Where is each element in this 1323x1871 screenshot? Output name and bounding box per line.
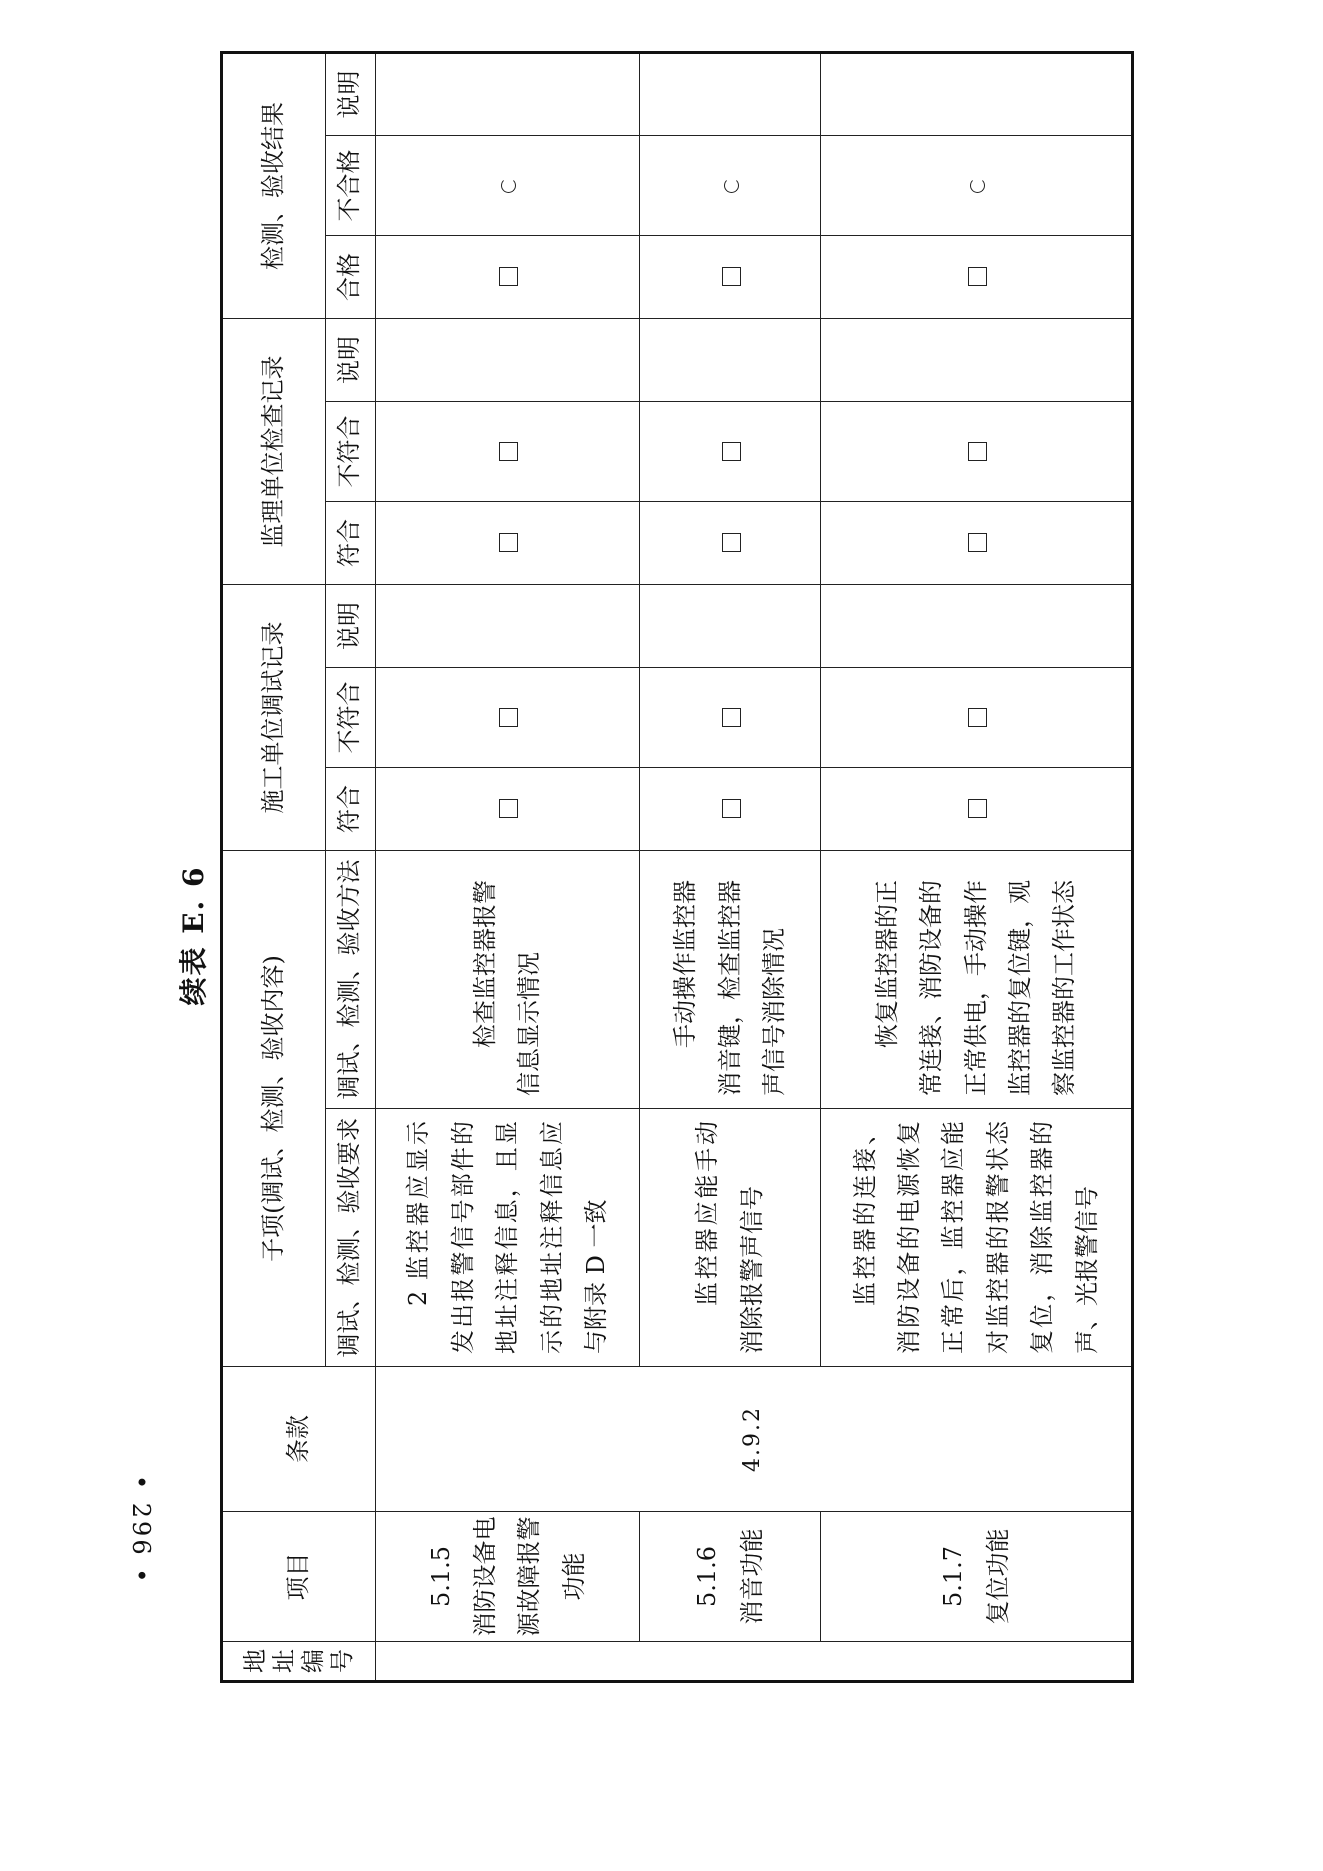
checkbox-icon[interactable] [722, 533, 741, 552]
inspection-note-cell[interactable] [375, 52, 639, 135]
page-number: • 296 • [127, 1475, 155, 1586]
header-method: 调试、检测、验收方法 [325, 850, 375, 1108]
checkbox-icon[interactable] [722, 708, 741, 727]
item-name: 消音功能 [737, 1528, 766, 1625]
checkbox-icon[interactable] [499, 267, 518, 286]
checkbox-icon[interactable] [722, 267, 741, 286]
checkbox-icon[interactable] [499, 708, 518, 727]
header-address: 地址编号 [222, 1642, 376, 1682]
checkbox-icon[interactable] [968, 799, 987, 818]
inspection-note-cell[interactable] [820, 52, 1132, 135]
supervision-nonconform-cell[interactable] [820, 401, 1132, 501]
item-code: 5.1.7 [939, 1545, 968, 1608]
method-cell: 检查监控器报警信息显示情况 [375, 850, 639, 1108]
checkbox-icon[interactable] [968, 442, 987, 461]
construction-nonconform-cell[interactable] [640, 667, 821, 767]
checkbox-icon[interactable] [968, 533, 987, 552]
pass-cell[interactable] [375, 235, 639, 318]
item-code: 5.1.6 [693, 1545, 722, 1608]
header-construction-conform: 符合 [325, 767, 375, 850]
checkbox-icon[interactable] [499, 442, 518, 461]
fail-cell[interactable] [640, 135, 821, 235]
supervision-conform-cell[interactable] [375, 501, 639, 584]
checkbox-icon[interactable] [968, 708, 987, 727]
supervision-conform-cell[interactable] [820, 501, 1132, 584]
header-construction: 施工单位调试记录 [222, 584, 326, 850]
item-code: 5.1.5 [426, 1545, 455, 1608]
checkbox-icon[interactable] [968, 267, 987, 286]
table-row [375, 52, 639, 1681]
item-cell [375, 1512, 639, 1642]
construction-note-cell[interactable] [820, 584, 1132, 667]
fail-cell[interactable] [375, 135, 639, 235]
header-supervision: 监理单位检查记录 [222, 318, 326, 584]
method-cell: 恢复监控器的正常连接、消防设备的正常供电，手动操作监控器的复位键，观察监控器的工作状态 [820, 850, 1132, 1108]
circle-checkbox-icon[interactable] [970, 178, 985, 193]
construction-nonconform-cell[interactable] [375, 667, 639, 767]
item-cell [640, 1512, 821, 1642]
header-pass: 合格 [325, 235, 375, 318]
requirement-cell: 2 监控器应显示发出报警信号部件的地址注释信息，且显示的地址注释信息应与附录 D 一致 [375, 1109, 639, 1367]
header-supervision-note: 说明 [325, 318, 375, 401]
header-requirement: 调试、检测、验收要求 [325, 1109, 375, 1367]
item-cell [820, 1512, 1132, 1642]
item-name: 复位功能 [983, 1528, 1012, 1625]
requirement-cell: 监控器应能手动消除报警声信号 [640, 1109, 821, 1367]
supervision-note-cell[interactable] [640, 318, 821, 401]
header-construction-note: 说明 [325, 584, 375, 667]
inspection-note-cell[interactable] [640, 52, 821, 135]
header-item: 项目 [222, 1512, 376, 1642]
supervision-conform-cell[interactable] [640, 501, 821, 584]
construction-nonconform-cell[interactable] [820, 667, 1132, 767]
construction-note-cell[interactable] [375, 584, 639, 667]
supervision-note-cell[interactable] [820, 318, 1132, 401]
construction-conform-cell[interactable] [640, 767, 821, 850]
supervision-nonconform-cell[interactable] [640, 401, 821, 501]
header-supervision-nonconform: 不符合 [325, 401, 375, 501]
checkbox-icon[interactable] [499, 533, 518, 552]
inspection-table [220, 51, 1134, 1683]
header-fail: 不合格 [325, 135, 375, 235]
table-caption: 续表 E. 6 [177, 865, 210, 1006]
circle-checkbox-icon[interactable] [501, 178, 516, 193]
header-clause: 条款 [222, 1367, 376, 1512]
item-name: 消防设备电源故障报警功能 [470, 1516, 588, 1637]
header-inspection: 检测、验收结果 [222, 52, 326, 318]
header-sub-item: 子项(调试、检测、验收内容) [222, 850, 326, 1366]
checkbox-icon[interactable] [722, 442, 741, 461]
supervision-nonconform-cell[interactable] [375, 401, 639, 501]
circle-checkbox-icon[interactable] [724, 178, 739, 193]
construction-conform-cell[interactable] [375, 767, 639, 850]
checkbox-icon[interactable] [499, 799, 518, 818]
header-inspection-note: 说明 [325, 52, 375, 135]
supervision-note-cell[interactable] [375, 318, 639, 401]
fail-cell[interactable] [820, 135, 1132, 235]
pass-cell[interactable] [820, 235, 1132, 318]
checkbox-icon[interactable] [722, 799, 741, 818]
method-cell: 手动操作监控器消音键，检查监控器声信号消除情况 [640, 850, 821, 1108]
clause-cell: 4.9.2 [375, 1367, 1132, 1512]
construction-note-cell[interactable] [640, 584, 821, 667]
construction-conform-cell[interactable] [820, 767, 1132, 850]
header-supervision-conform: 符合 [325, 501, 375, 584]
requirement-cell: 监控器的连接、消防设备的电源恢复正常后，监控器应能对监控器的报警状态复位，消除监控器的声、光报警信号 [820, 1109, 1132, 1367]
pass-cell[interactable] [640, 235, 821, 318]
header-construction-nonconform: 不符合 [325, 667, 375, 767]
address-cell [375, 1642, 1132, 1682]
